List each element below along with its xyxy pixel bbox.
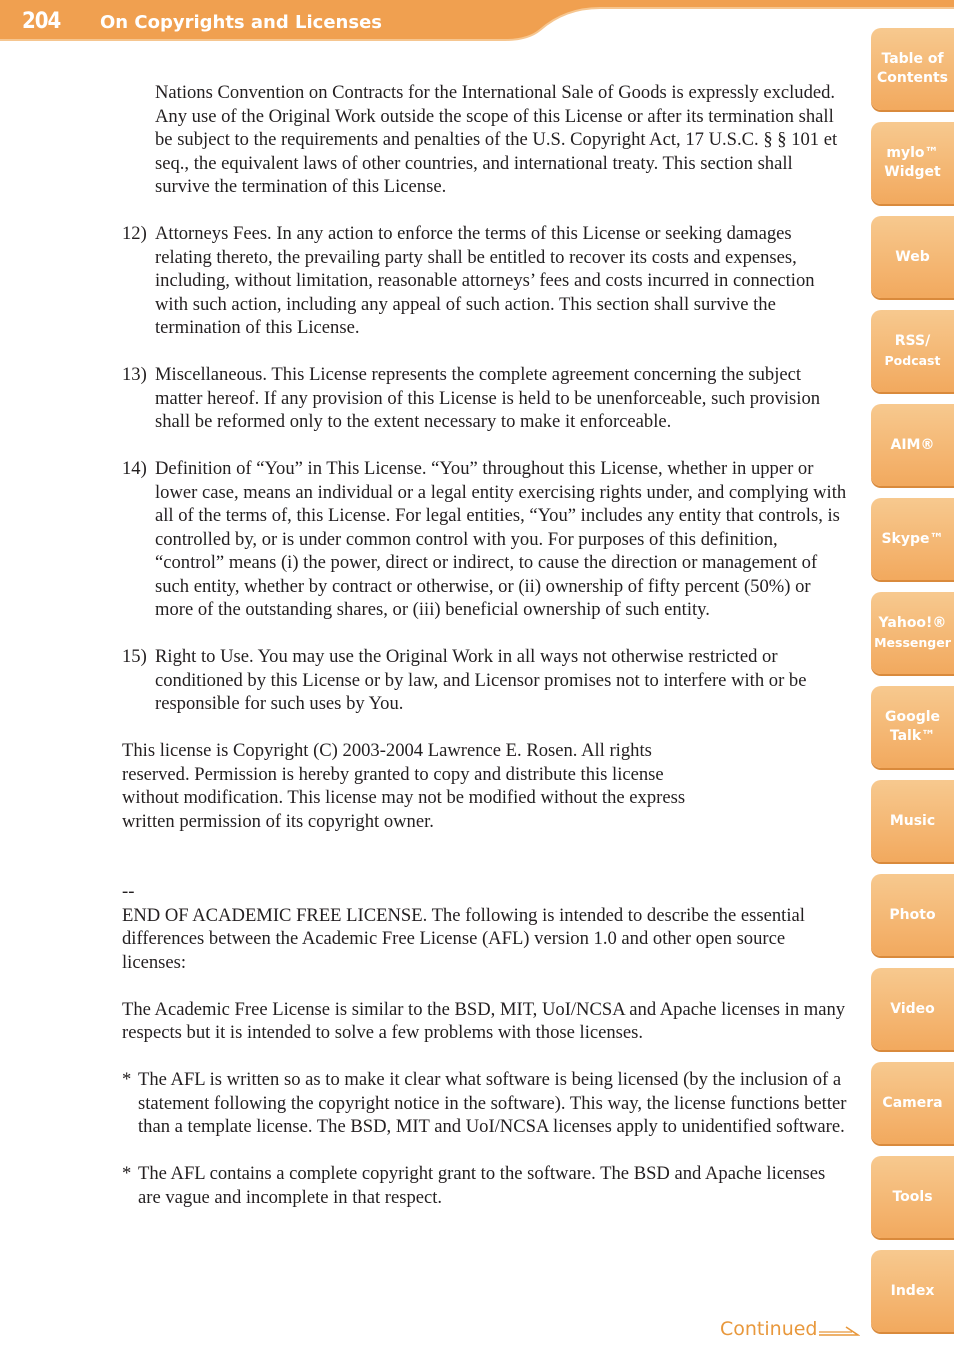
bullet-mark: *	[122, 1163, 132, 1184]
tab-label: Music	[889, 812, 936, 829]
list-item	[122, 457, 847, 622]
tab-label: Index	[890, 1282, 935, 1299]
item-text: Definition of “You” in This License. “You” throughout this License, whether in upper or lower case, means an individual or a legal entity exercising rights under, and complying with all of the terms of, this License. For legal entities, “You” includes any entity that controls, is controlled by, or is under common control with you. For purposes of this definition, “control” means (i) the power, direct or indirect, to cause the direction or management of such entity, whether by contract or otherwise, or (ii) ownership of fifty percent (50%) or more of the outstanding shares, or (iii) beneficial ownership of such entity.	[155, 458, 847, 620]
tab-label: Tools	[892, 1188, 933, 1205]
page-header	[0, 0, 954, 44]
item-number: 12)	[122, 223, 147, 244]
tab-tools[interactable]	[871, 1156, 954, 1238]
bullet-mark: *	[122, 1069, 132, 1090]
item-text: Attorneys Fees. In any action to enforce the terms of this License or seeking damages relating thereto, the prevailing party shall be entitled to recover its costs and expenses, including, without limitation, reasonable attorneys’ fees and costs incurred in connection with such action, including any appeal of such action. This section shall survive the termination of this License.	[155, 223, 815, 338]
bullet-text: The AFL contains a complete copyright grant to the software. The BSD and Apache licenses are vague and incomplete in that respect.	[138, 1163, 826, 1208]
tab-label: mylo™	[886, 145, 939, 161]
item-number: 13)	[122, 364, 147, 385]
tab-label: Widget	[884, 164, 941, 180]
tab-camera[interactable]	[871, 1062, 954, 1144]
tab-google-talk[interactable]	[871, 686, 954, 768]
item-number: 15)	[122, 646, 147, 667]
tab-aim[interactable]	[871, 404, 954, 486]
item-text: Right to Use. You may use the Original Work in all ways not otherwise restricted or conditioned by this License or by law, and Licensor promises not to interfere with or be responsible for such uses by You.	[155, 646, 807, 714]
item-number: 14)	[122, 458, 147, 479]
tab-music[interactable]	[871, 780, 954, 862]
tab-web[interactable]	[871, 216, 954, 298]
tab-yahoo-messenger[interactable]	[871, 592, 954, 674]
tab-label: AIM®	[890, 436, 935, 453]
tab-label: Camera	[882, 1094, 943, 1111]
tab-label: Podcast	[884, 353, 941, 368]
bullet-text: The AFL is written so as to make it clear what software is being licensed (by the inclusion of a statement following the copyright notice in the software). This way, the license functions better than a template license. The BSD, MIT and UoI/NCSA licenses apply to unidentified software.	[138, 1069, 847, 1137]
tab-label: Photo	[889, 906, 936, 923]
tab-label: Messenger	[874, 635, 951, 650]
item-text: Miscellaneous. This License represents the complete agreement concerning the subject matter hereof. If any provision of this License is held to be unenforceable, such provision shall be reformed only to the extent necessary to make it enforceable.	[155, 364, 821, 432]
tab-video[interactable]	[871, 968, 954, 1050]
continued-link[interactable]: Continued	[720, 1318, 818, 1340]
section-title: On Copyrights and Licenses	[100, 12, 382, 33]
list-item	[122, 363, 847, 434]
end-paragraph: END OF ACADEMIC FREE LICENSE. The following is intended to describe the essential differences between the Academic Free License (AFL) version 1.0 and other open source licenses:	[122, 904, 805, 973]
list-item	[122, 222, 847, 340]
tab-label: RSS/	[894, 333, 931, 349]
tab-label: Video	[890, 1000, 935, 1017]
tab-label: Talk™	[889, 728, 936, 744]
continued-paragraph: Nations Convention on Contracts for the International Sale of Goods is expressly excluded. Any use of the Original Work outside the scope of this License or after its termination shall be subject to the requirements and penalties of the U.S. Copyright Act, 17 U.S.C. § § 101 et seq., the equivalent laws of other countries, and international treaty. This section shall survive the termination of this License.	[155, 82, 838, 197]
tab-skype[interactable]	[871, 498, 954, 580]
tab-rss-podcast[interactable]	[871, 310, 954, 392]
page-number: 204	[22, 9, 61, 34]
tab-table-of-contents[interactable]	[871, 28, 954, 110]
tab-label: Skype™	[881, 530, 944, 547]
tab-photo[interactable]	[871, 874, 954, 956]
tab-label: Table of	[881, 51, 944, 67]
continued-arrow-icon[interactable]	[818, 1325, 860, 1339]
copyright-paragraph: This license is Copyright (C) 2003-2004 Lawrence E. Rosen. All rights reserved. Permission is hereby granted to copy and distribute this license without modification. This license may not be modified without the express written permission of its copyright owner.	[122, 740, 686, 832]
list-item	[122, 645, 847, 716]
tab-label: Contents	[876, 70, 949, 86]
separator: --	[122, 881, 135, 902]
tab-label: Web	[895, 248, 930, 265]
license-text	[122, 81, 847, 1209]
afl-paragraph: The Academic Free License is similar to the BSD, MIT, UoI/NCSA and Apache licenses in many respects but it is intended to solve a few problems with those licenses.	[122, 998, 846, 1043]
bullet-item	[122, 1162, 847, 1209]
tab-label: Google	[884, 709, 941, 725]
tab-label: Yahoo!®	[878, 615, 947, 631]
tab-mylo-widget[interactable]	[871, 122, 954, 204]
bullet-item	[122, 1068, 847, 1139]
tab-index[interactable]	[871, 1250, 954, 1332]
